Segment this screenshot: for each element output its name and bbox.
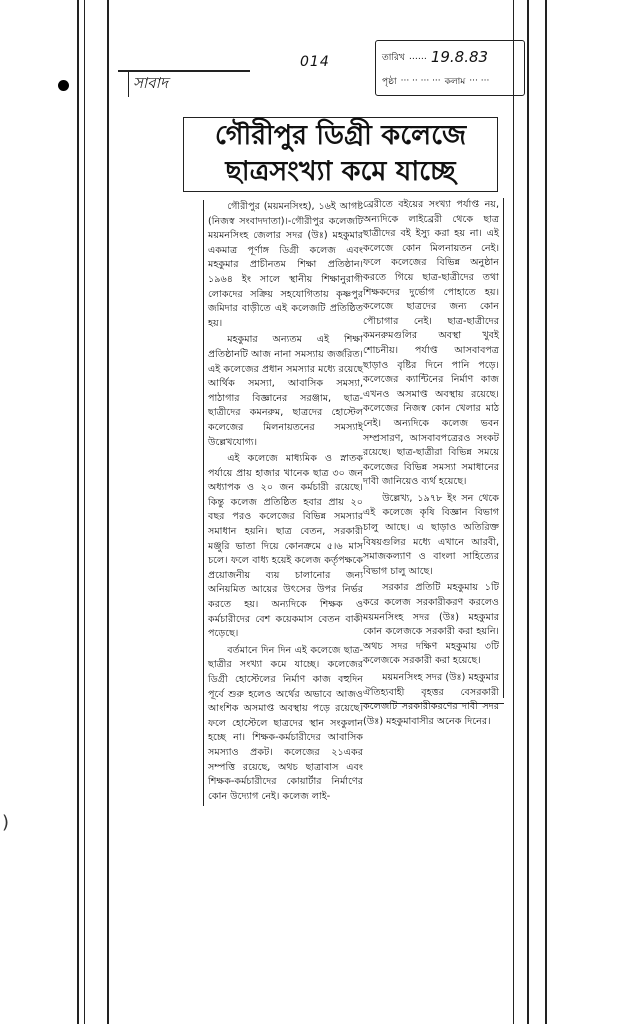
headline-line: ছাত্রসংখ্যা কমে যাচ্ছে [225,156,456,187]
scan-border-line [84,0,85,1024]
paragraph: মহকুমার অন্যতম এই শিক্ষা প্রতিষ্ঠানটি আজ নানা সমস্যায় জর্জরিত। এই কলেজের প্রধান সমস্যার মধ্যে রয়েছে আর্থিক সমস্যা, আবাসিক সমস্যা, পাঠাগার বিজ্ঞানের সরঞ্জাম, ছাত্র-ছাত্রীদের কমনরুম, ছাত্রদের হোস্টেল কলেজের মিলনায়তনের সমস্যাই উল্লেখযোগ্য। [208,334,363,448]
column-bottom-rule [360,703,504,704]
scan-border-line [527,0,529,1024]
paragraph: বর্তমানে দিন দিন এই কলেজে ছাত্র-ছাত্রীর সংখ্যা কমে যাচ্ছে। কলেজের ডিগ্রী হোস্টেলের নির্মাণ কাজ বহুদিন পূর্বে শুরু হলেও অর্থের অভাবে আজও আংশিক অসমাপ্ত অবস্থায় পড়ে রয়েছে। ফলে হোস্টেলে ছাত্রদের স্থান সংকুলান হচ্ছে না। শিক্ষক-কর্মচারীদের আবাসিক সমস্যাও প্রকট। কলেজের ২১একর সম্পত্তি রয়েছে, অথচ ছাত্রাবাস এবং শিক্ষক-কর্মচারীদের কোয়ার্টার নির্মাণের কোন উদ্যোগ নেই। কলেজ লাই- [208,644,363,802]
scan-border-line [545,0,547,1024]
scan-border-line [513,0,514,1024]
margin-mark: ) [2,812,10,833]
paragraph: এই কলেজে মাধ্যমিক ও স্নাতক পর্যায়ে প্রায় হাজার খানেক ছাত্র ৩০ জন অধ্যাপক ও ২০ জন কর্মচারী রয়েছে। কিন্তু কলেজ প্রতিষ্ঠিত হবার প্রায় ২০ বছর পরও কলেজের বিভিন্ন সমস্যার সমাধান হয়নি। ছাত্র বেতন, সরকারী মঞ্জুরি ভাতা দিয়ে কোনক্রমে ৫।৬ মাস চলে। ফলে বাধ্য হয়েই কলেজ কর্তৃপক্ষকে প্রয়োজনীয় ব্যয় চালানোর জন্য অনিয়মিত আয়ের উৎসের উপর নির্ভর করতে হয়। অন্যদিকে শিক্ষক ও কর্মচারীদের বেশ কয়েকমাস বেতন বাকী পড়েছে। [208,453,363,640]
paragraph: গৌরীপুর (ময়মনসিংহ), ১৬ই আগষ্ট (নিজস্ব সংবাদদাতা)।-গৌরীপুর কলেজটি ময়মনসিংহ জেলার সদর (উঃ) মহকুমার একমাত্র পূর্ণাঙ্গ ডিগ্রী কলেজ এবং মহকুমার প্রাচীনতম শিক্ষা প্রতিষ্ঠান। ১৯৬৪ ইং সালে স্থানীয় শিক্ষানুরাগী লোকদের সক্রিয় সহযোগিতায় কৃষ্ণপুর জমিদার বাড়ীতে এই কলেজটি প্রতিষ্ঠিত হয়। [208,201,363,329]
headline-box [183,117,498,192]
page-code: 014 [300,54,330,70]
paragraph: উল্লেখ্য, ১৯৭৮ ইং সন থেকে এই কলেজে কৃষি বিজ্ঞান বিভাগ চালু আছে। এ ছাড়াও অতিরিক্ত বিষয়গুলির মধ্যে এখানে আরবী, সমাজকল্যাণ ও বাংলা সাহিত্যের বিভাগ চালু আছে। [363,492,499,577]
column-label: কলাম [444,76,466,87]
date-value: 19.8.83 [430,48,489,66]
punch-hole-dot [58,80,69,91]
scan-border-line [107,0,109,1024]
article-column-2 [363,198,504,727]
scan-border-line [77,0,79,1024]
page-label: পৃষ্ঠা [382,76,397,87]
date-label: তারিখ [382,52,405,63]
headline-line: গৌরীপুর ডিগ্রী কলেজে [214,120,467,151]
newspaper-name: সাবাদ [128,72,168,97]
article-column-1 [203,200,363,806]
date-stamp-box: তারিখ …… 19.8.83 পৃষ্ঠা ··· ·· ··· ··· কলাম ··· ··· [375,40,525,96]
paragraph: ময়মনসিংহ সদর (উঃ) মহকুমার ঐতিহ্যবাহী বৃহত্তর বেসরকারী কলেজটি সরকারীকরণের দাবী সদর (উঃ) মহকুমাবাসীর অনেক দিনের। [363,672,499,727]
paragraph: সরকার প্রতিটি মহকুমায় ১টি করে কলেজ সরকারীকরণ করলেও ময়মনসিংহ সদর (উঃ) মহকুমার কোন কলেজকে সরকারী করা হয়নি। অথচ সদর দক্ষিণ মহকুমায় ৩টি কলেজকে সরকারী করা হয়েছে। [363,582,499,667]
paragraph: ব্রেরীতে বইয়ের সংখ্যা পর্যাপ্ত নয়, অন্যদিকে লাইব্রেরী থেকে ছাত্র ছাত্রীদের বই ইস্যু করা হয় না। এই কলেজে কোন মিলনায়তন নেই। ফলে কলেজের বিভিন্ন অনুষ্ঠান করতে গিয়ে ছাত্র-ছাত্রীদের তথা শিক্ষকদের দুর্ভোগ পোহাতে হয়। কলেজে ছাত্রদের জন্য কোন পৌচাগার নেই। ছাত্র-ছাত্রীদের কমনরুমগুলির অবস্থা খুবই শোচনীয়। পর্যাপ্ত আসবাবপত্র ছাড়াও বৃষ্টির দিনে পানি পড়ে। কলেজের ক্যান্টিনের নির্মাণ কাজ এখনও অসমাপ্ত অবস্থায় রয়েছে। কলেজের নিজস্ব কোন খেলার মাঠ নেই। অন্যদিকে কলেজ ভবন সম্প্রসারণ, আসবাবপত্রেরও সংকট রয়েছে। ছাত্র-ছাত্রীরা বিভিন্ন সময়ে কলেজের বিভিন্ন সমস্যা সমাধানের দাবী জানিয়েও ব্যর্থ হয়েছে। [363,199,499,488]
